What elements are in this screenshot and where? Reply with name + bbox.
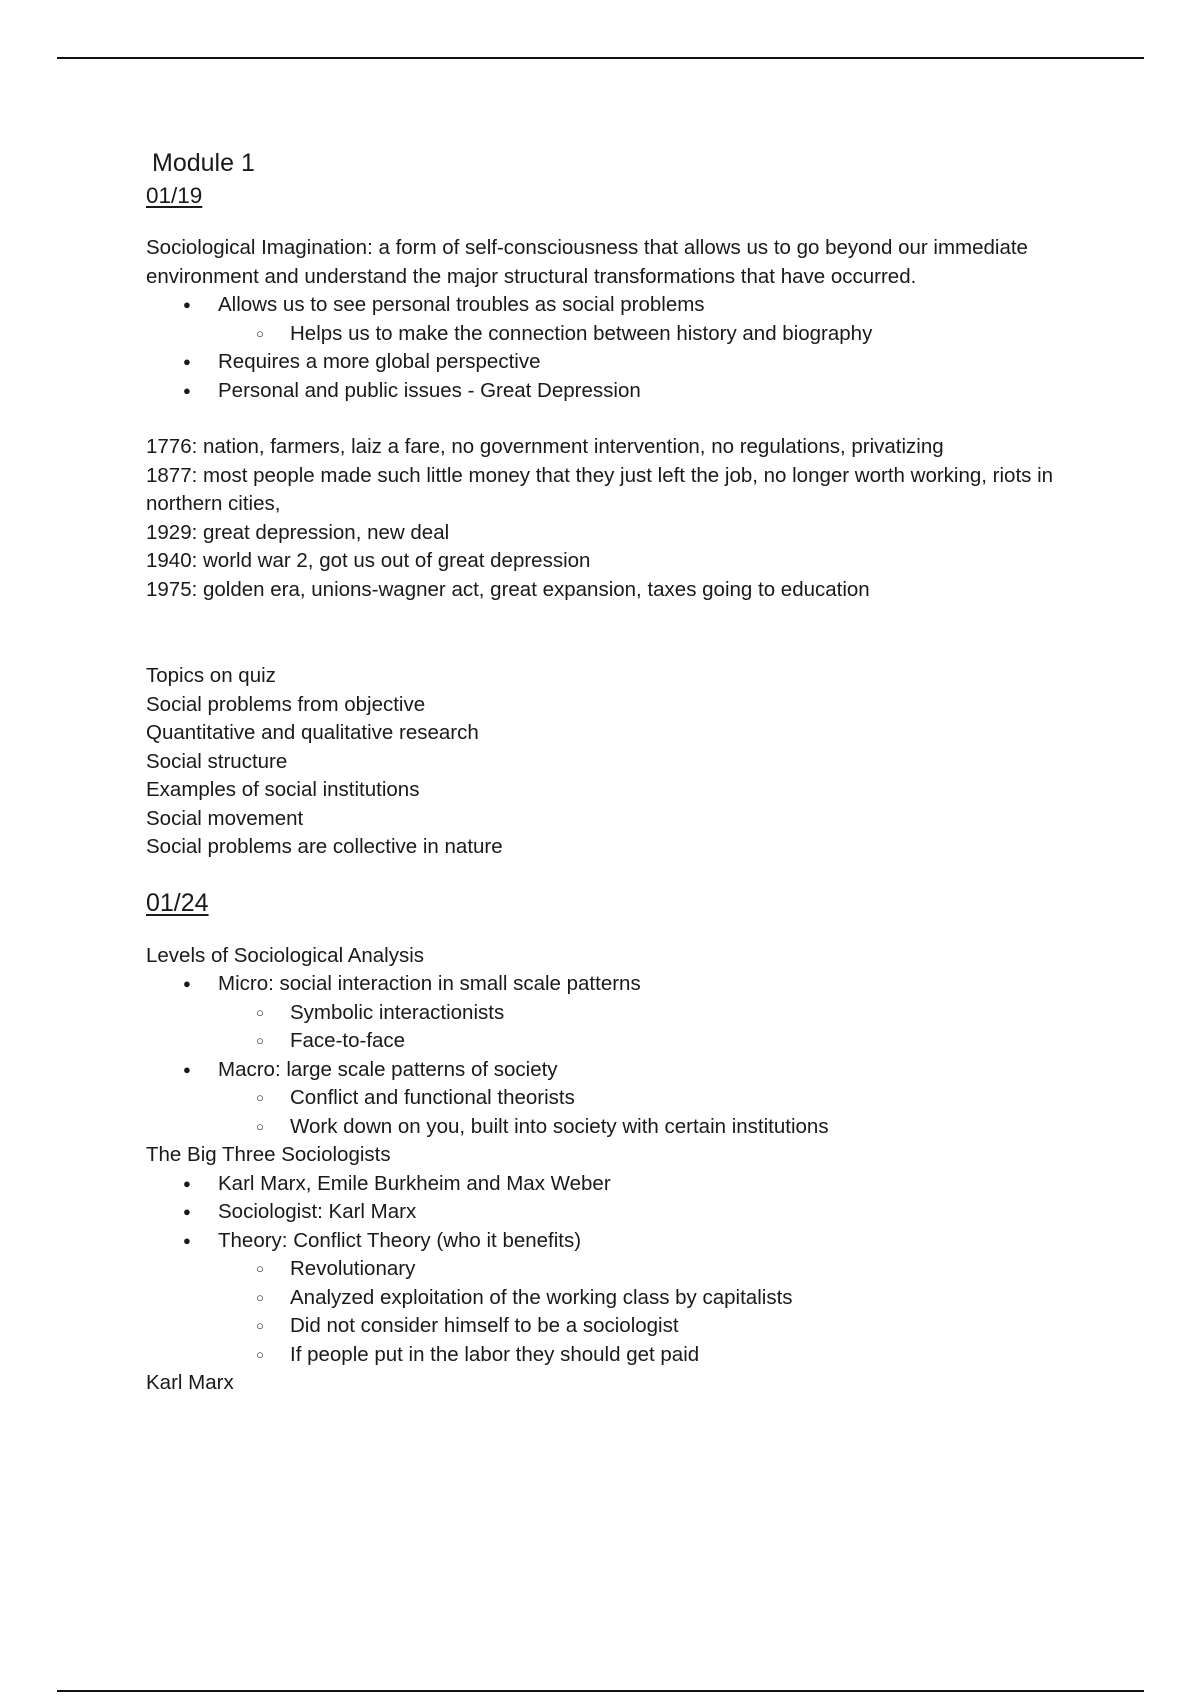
sub-bullet-item: ○ Did not consider himself to be a sociologist xyxy=(146,1312,1106,1341)
quiz-topic: Social problems are collective in nature xyxy=(146,835,503,858)
document-body xyxy=(146,146,1106,1398)
timeline-item: 1975: golden era, unions-wagner act, great expansion, taxes going to education xyxy=(146,577,870,601)
date-heading-0119: 01/19 xyxy=(146,183,203,208)
bullet-item: ● Micro: social interaction in small scale patterns xyxy=(146,970,1106,999)
timeline-item: 1776: nation, farmers, laiz a fare, no government intervention, no regulations, privatizing xyxy=(146,435,944,458)
quiz-topic: Social problems from objective xyxy=(146,692,426,716)
closing-line: Karl Marx xyxy=(146,1371,234,1394)
sub-bullet-item: ○ Face-to-face xyxy=(146,1027,1106,1056)
bullet-item: ● Requires a more global perspective xyxy=(146,348,1106,377)
bullet-item: ● Allows us to see personal troubles as social problems xyxy=(146,291,1106,320)
bullet-item: ● Karl Marx, Emile Burkheim and Max Weber xyxy=(146,1170,1106,1199)
quiz-topic: Quantitative and qualitative research xyxy=(146,721,479,744)
sociological-imagination-definition: Sociological Imagination: a form of self-consciousness that allows us to go beyond our immediate environment and understand the major structural transformations that have occurred. xyxy=(146,236,1028,288)
quiz-heading: Topics on quiz xyxy=(146,664,276,687)
quiz-topic: Social movement xyxy=(146,806,304,830)
sub-bullet-item: ○ Helps us to make the connection between history and biography xyxy=(146,320,1106,349)
timeline-item: 1877: most people made such little money that they just left the job, no longer worth working, riots in northern cities, xyxy=(146,463,1054,515)
timeline-item: 1929: great depression, new deal xyxy=(146,520,450,544)
sub-bullet-item: ○ Analyzed exploitation of the working class by capitalists xyxy=(146,1284,1106,1313)
quiz-topic: Examples of social institutions xyxy=(146,778,420,801)
timeline-item: 1940: world war 2, got us out of great depression xyxy=(146,549,591,572)
bullet-item: ● Personal and public issues - Great Depression xyxy=(146,377,1106,406)
big-three-heading: The Big Three Sociologists xyxy=(146,1143,391,1166)
top-rule xyxy=(57,57,1144,59)
sub-bullet-item: ○ Revolutionary xyxy=(146,1255,1106,1284)
date-heading-0124: 01/24 xyxy=(146,888,209,917)
quiz-topic: Social structure xyxy=(146,749,288,773)
levels-heading: Levels of Sociological Analysis xyxy=(146,943,425,967)
bottom-rule xyxy=(57,1690,1144,1692)
sub-bullet-item: ○ Conflict and functional theorists xyxy=(146,1084,1106,1113)
module-title: Module 1 xyxy=(152,149,255,177)
bullet-item: ● Sociologist: Karl Marx xyxy=(146,1198,1106,1227)
bullet-item: ● Theory: Conflict Theory (who it benefits) xyxy=(146,1227,1106,1256)
sub-bullet-item: ○ Symbolic interactionists xyxy=(146,999,1106,1028)
sub-bullet-item: ○ Work down on you, built into society with certain institutions xyxy=(146,1113,1106,1142)
sub-bullet-item: ○ If people put in the labor they should get paid xyxy=(146,1341,1106,1370)
bullet-item: ● Macro: large scale patterns of society xyxy=(146,1056,1106,1085)
